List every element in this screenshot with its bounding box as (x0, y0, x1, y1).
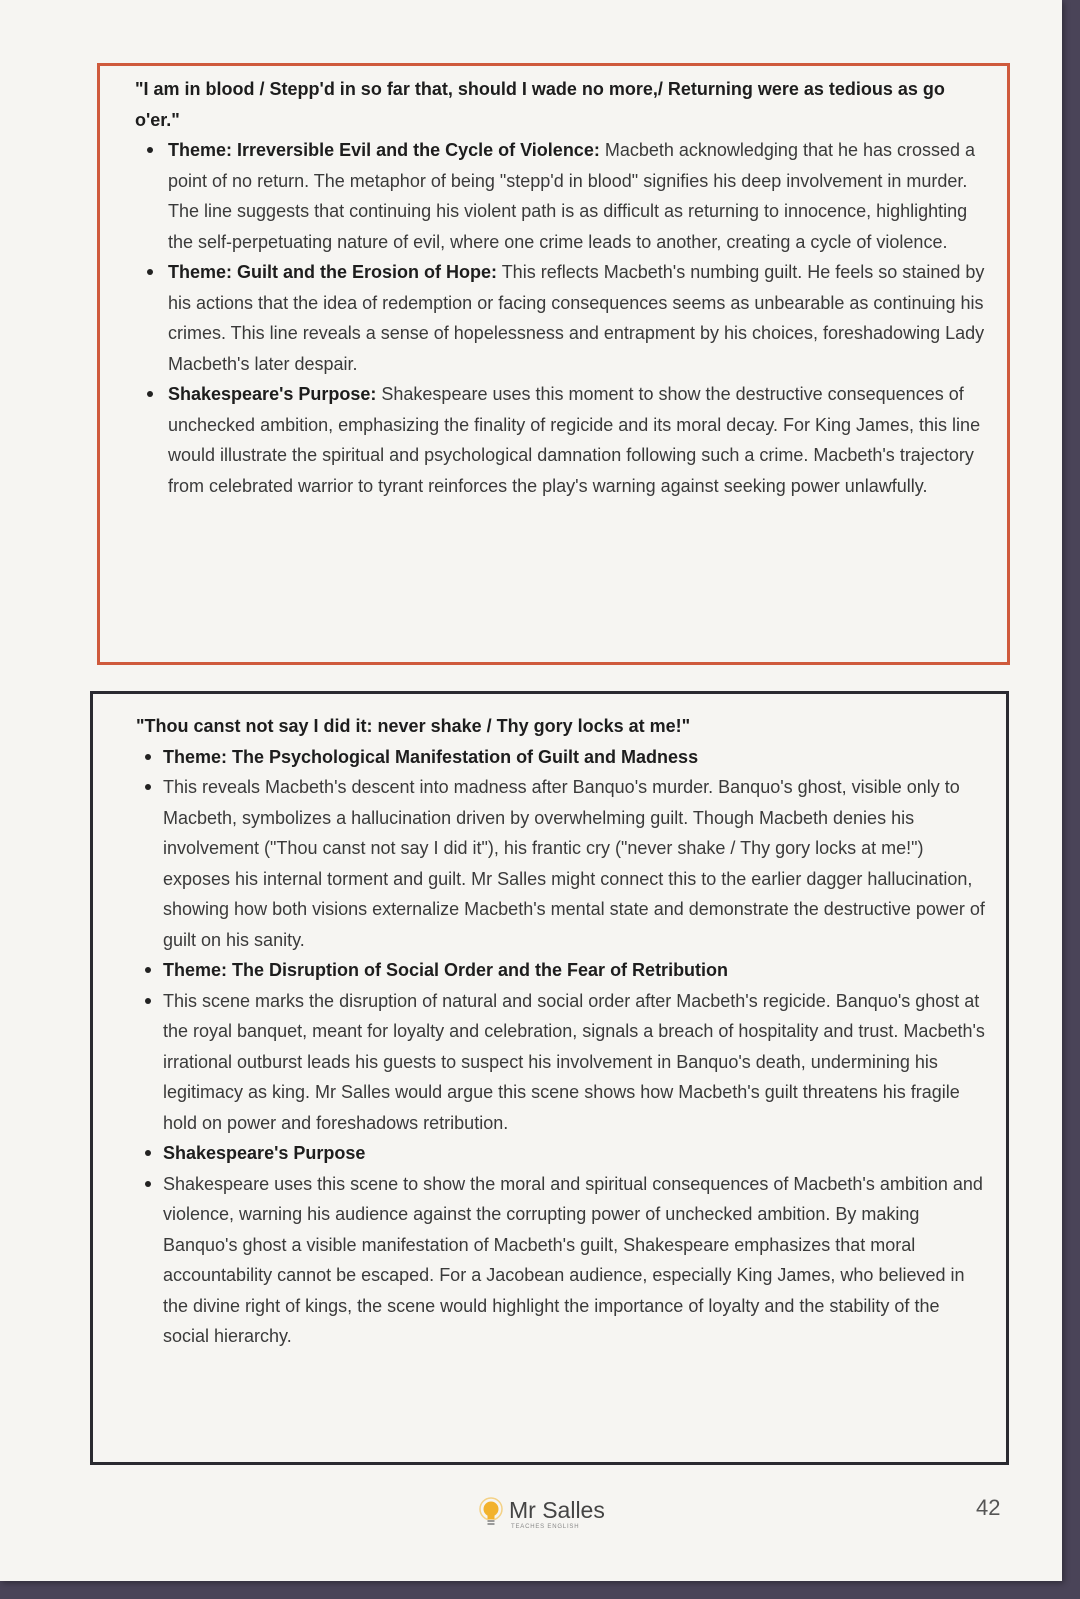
list-item: This reveals Macbeth's descent into madness after Banquo's murder. Banquo's ghost, visible only to Macbeth, symbolizes a hallucination driven by overwhelming guilt. Though Macbeth denies his involvement ("Thou canst not say I did it"), his frantic cry ("never shake / Thy gory locks at me!") exposes his internal torment and guilt. Mr Salles might connect this to the earlier dagger hallucination, showing how both visions externalize Macbeth's mental state and demonstrate the destructive power of guilt on his sanity. (136, 772, 986, 955)
list-item (135, 379, 987, 501)
brand-name: Mr Salles (509, 1497, 605, 1523)
lightbulb-icon (477, 1497, 505, 1529)
list-item (135, 257, 987, 379)
quote-text: "I am in blood / Stepp'd in so far that, should I wade no more,/ Returning were as tedious as go o'er." (135, 79, 945, 130)
page-number: 42 (976, 1495, 1001, 1520)
analysis-list (135, 135, 987, 501)
brand-text (509, 1497, 605, 1531)
quote-box-blood (97, 63, 1010, 665)
purpose-label: Shakespeare's Purpose: (168, 384, 377, 404)
list-item (135, 135, 987, 257)
theme-heading: Theme: The Disruption of Social Order and the Fear of Retribution (136, 955, 986, 986)
theme-text: Macbeth acknowledging that he has crossed a point of no return. The metaphor of being "stepp'd in blood" signifies his deep involvement in murder. The line suggests that continuing his violent path is as difficult as returning to innocence, highlighting the self-perpetuating nature of evil, where one crime leads to another, creating a cycle of violence. (168, 140, 976, 252)
brand-tagline: TEACHES ENGLISH (511, 1524, 580, 1530)
quote-box-ghost (90, 691, 1009, 1465)
list-item: This scene marks the disruption of natural and social order after Macbeth's regicide. Banquo's ghost at the royal banquet, meant for loyalty and celebration, signals a breach of hospitality and trust. Macbeth's irrational outburst leads his guests to suspect his involvement in Banquo's death, undermining his legitimacy as king. Mr Salles would argue this scene shows how Macbeth's guilt threatens his fragile hold on power and foreshadows retribution. (136, 986, 986, 1139)
quote-text: "Thou canst not say I did it: never shake / Thy gory locks at me!" (136, 716, 691, 736)
theme-heading: Theme: The Psychological Manifestation of Guilt and Madness (136, 742, 986, 773)
brand-logo (477, 1497, 605, 1531)
theme-label: Theme: Guilt and the Erosion of Hope: (168, 262, 498, 282)
purpose-heading: Shakespeare's Purpose (136, 1138, 986, 1169)
purpose-text: Shakespeare uses this moment to show the destructive consequences of unchecked ambition, emphasizing the finality of regicide and its moral decay. For King James, this line would illustrate the spiritual and psychological damnation following such a crime. Macbeth's trajectory from celebrated warrior to tyrant reinforces the play's warning against seeking power unlawfully. (168, 384, 981, 496)
list-item: Shakespeare uses this scene to show the moral and spiritual consequences of Macbeth's ambition and violence, warning his audience against the corrupting power of unchecked ambition. By making Banquo's ghost a visible manifestation of Macbeth's guilt, Shakespeare emphasizes that moral accountability cannot be escaped. For a Jacobean audience, especially King James, who believed in the divine right of kings, the scene would highlight the importance of loyalty and the stability of the social hierarchy. (136, 1169, 986, 1352)
analysis-list (136, 742, 986, 1352)
theme-label: Theme: Irreversible Evil and the Cycle of Violence: (168, 140, 600, 160)
theme-text: This reflects Macbeth's numbing guilt. He feels so stained by his actions that the idea of redemption or facing consequences seems as unbearable as continuing his crimes. This line reveals a sense of hopelessness and entrapment by his choices, foreshadowing Lady Macbeth's later despair. (168, 262, 985, 374)
